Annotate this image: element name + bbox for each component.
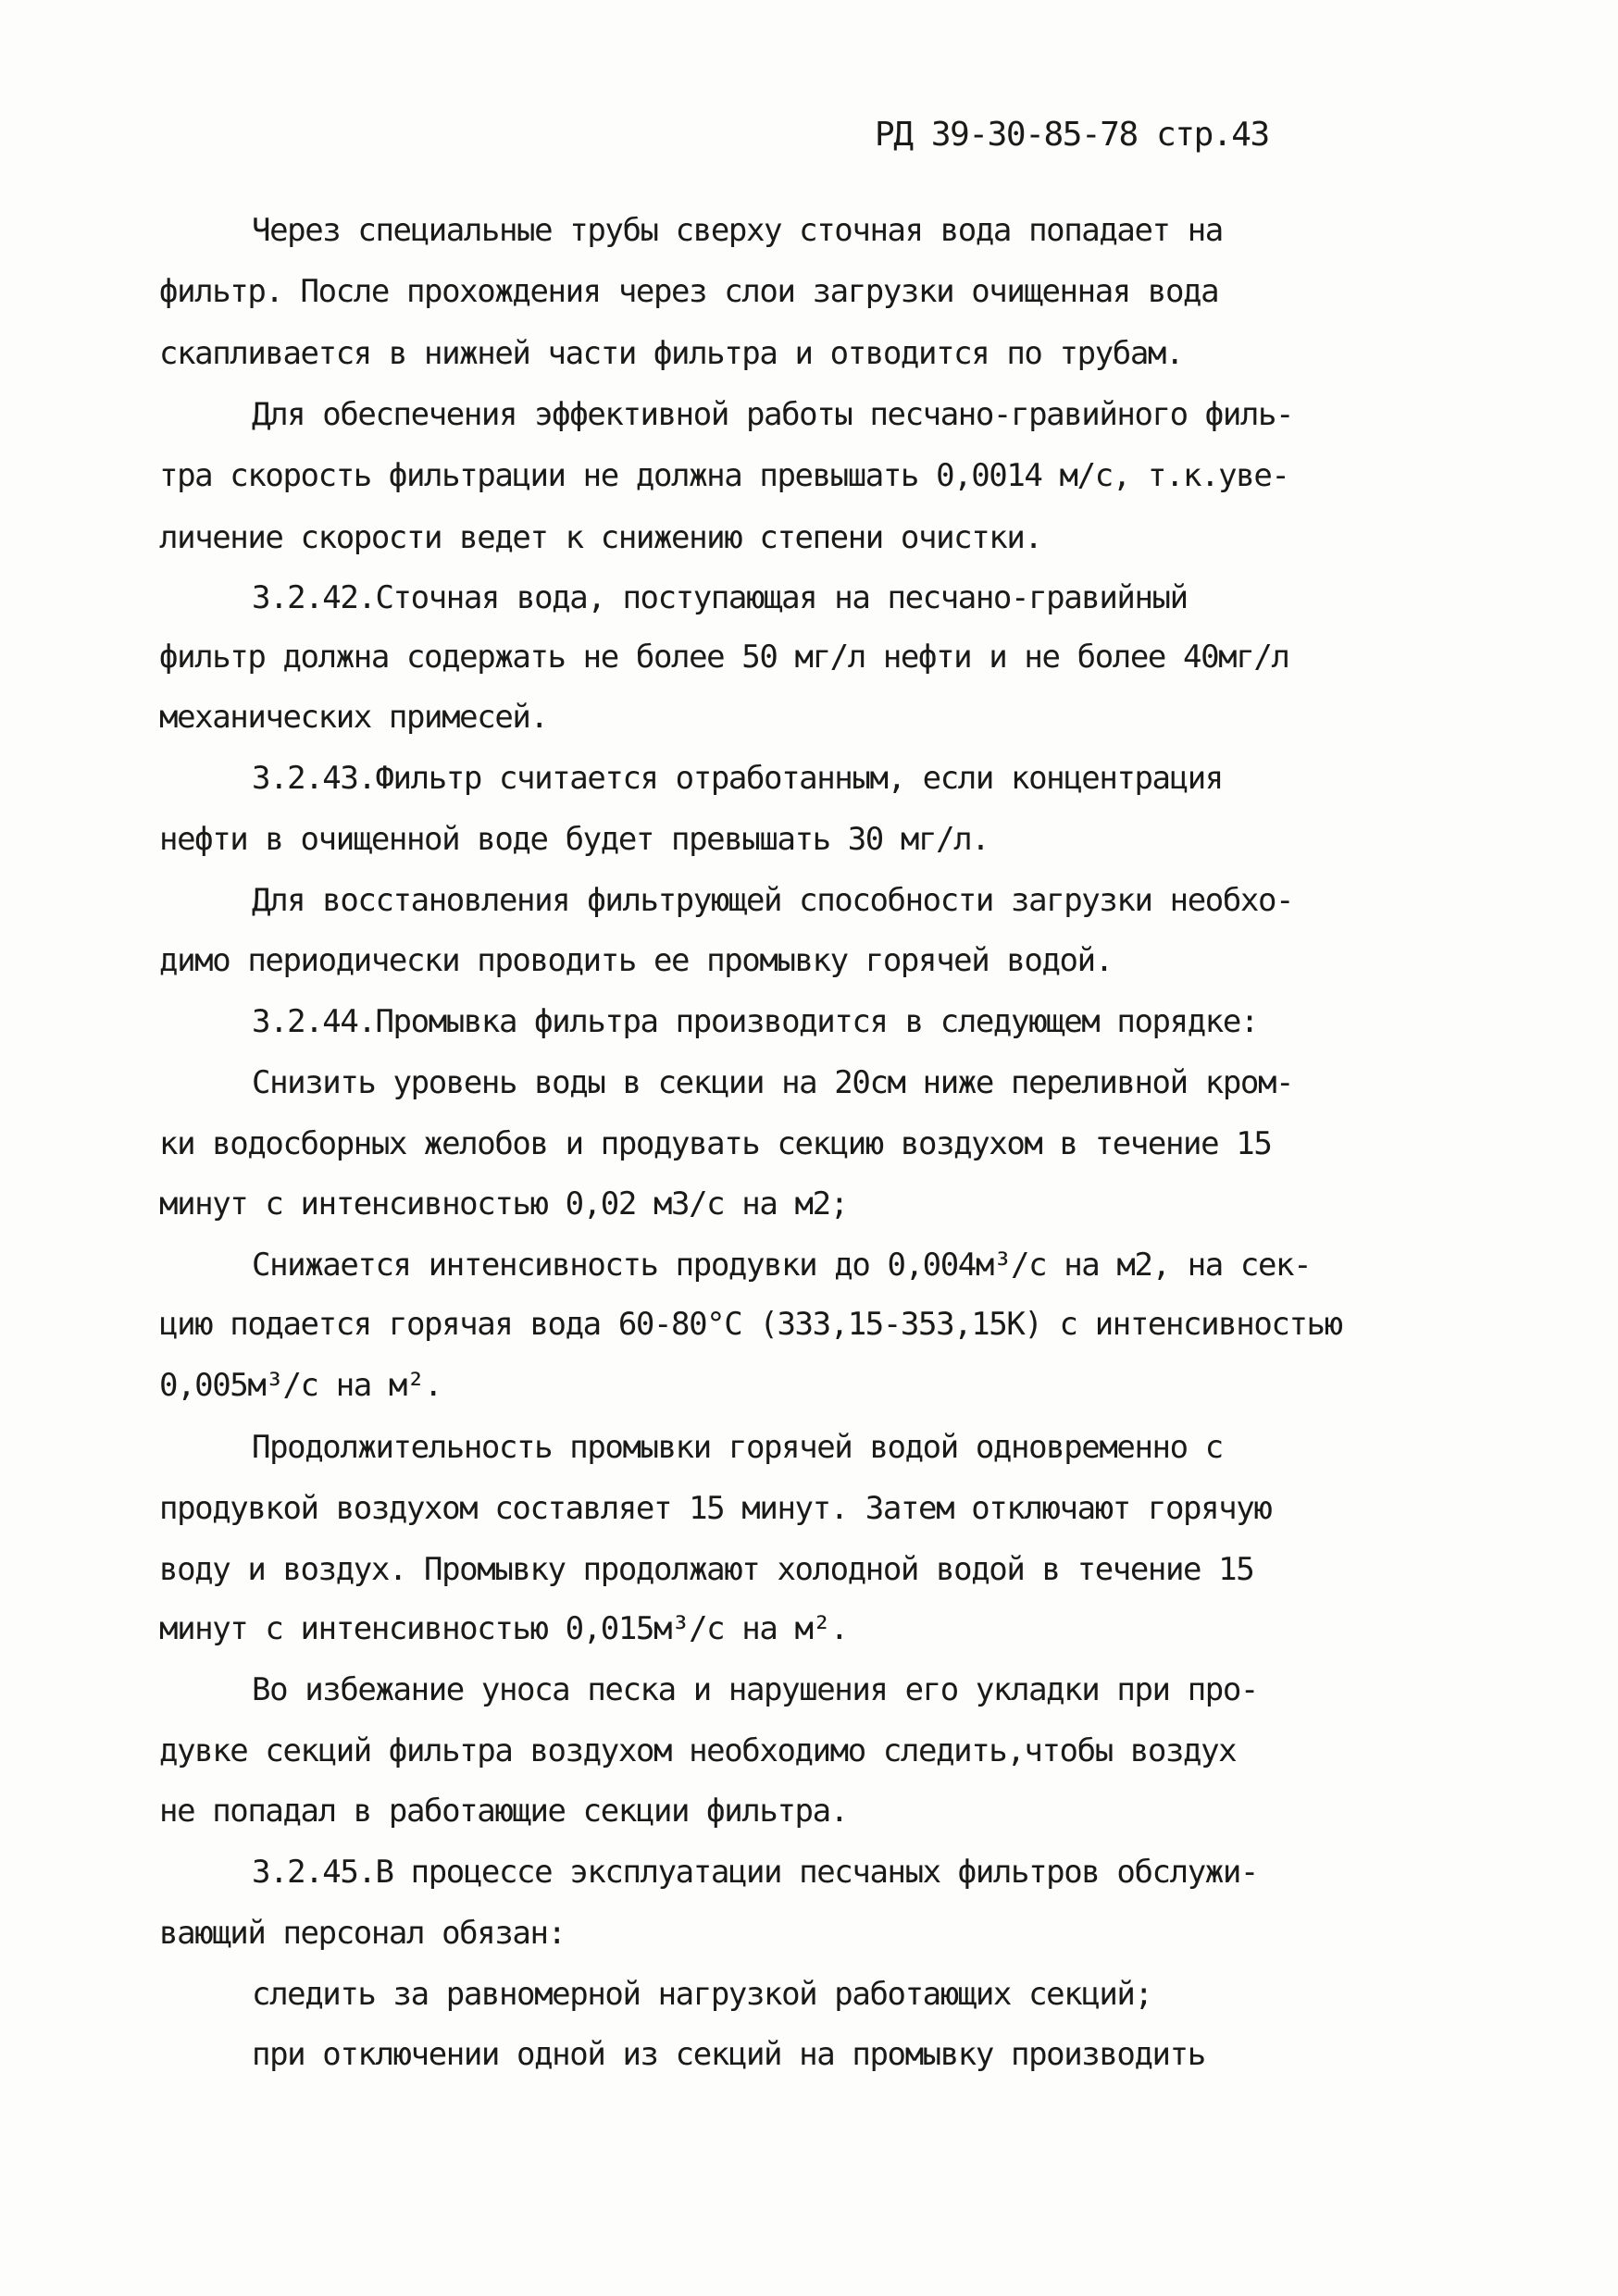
text-line: тра скорость фильтрации не должна превышать 0,0014 м/с, т.к.уве- <box>159 457 1289 494</box>
text-line: Для обеспечения эффективной работы песчано-гравийного филь- <box>252 396 1294 433</box>
text-line: вающий персонал обязан: <box>159 1915 566 1952</box>
text-line: воду и воздух. Промывку продолжают холодной водой в течение 15 <box>159 1551 1254 1588</box>
text-line: 3.2.42.Сточная вода, поступающая на песчано-гравийный <box>252 579 1188 616</box>
text-line: фильтр должна содержать не более 50 мг/л нефти и не более 40мг/л <box>159 639 1289 676</box>
text-line: минут с интенсивностью 0,015м³/с на м². <box>159 1610 848 1647</box>
text-line: Во избежание уноса песка и нарушения его укладки при про- <box>252 1671 1258 1708</box>
text-line: 0,005м³/с на м². <box>159 1367 442 1404</box>
text-line: 3.2.45.В процессе эксплуатации песчаных фильтров обслужи- <box>252 1854 1258 1891</box>
text-line: цию подается горячая вода 60-80°С (333,15-353,15К) с интенсивностью <box>159 1306 1342 1343</box>
text-line: димо периодически проводить ее промывку горячей водой. <box>159 942 1113 979</box>
text-line: ки водосборных желобов и продувать секцию воздухом в течение 15 <box>159 1125 1272 1162</box>
text-line: 3.2.44.Промывка фильтра производится в следующем порядке: <box>252 1003 1258 1040</box>
text-line: дувке секций фильтра воздухом необходимо следить,чтобы воздух <box>159 1732 1237 1769</box>
text-line: не попадал в работающие секции фильтра. <box>159 1793 848 1830</box>
text-line: нефти в очищенной воде будет превышать 30 мг/л. <box>159 821 989 858</box>
page-header: РД 39-30-85-78 стр.43 <box>875 116 1269 154</box>
text-line: скапливается в нижней части фильтра и отводится по трубам. <box>159 335 1184 372</box>
text-line: Продолжительность промывки горячей водой одновременно с <box>252 1429 1223 1466</box>
text-line: Снижается интенсивность продувки до 0,004м³/с на м2, на сек- <box>252 1247 1312 1284</box>
text-line: Через специальные трубы сверху сточная вода попадает на <box>252 212 1223 249</box>
text-line: фильтр. После прохождения через слои загрузки очищенная вода <box>159 273 1219 310</box>
text-line: Снизить уровень воды в секции на 20см ниже переливной кром- <box>252 1064 1294 1101</box>
text-line: следить за равномерной нагрузкой работающих секций; <box>252 1976 1152 2013</box>
text-line: продувкой воздухом составляет 15 минут. Затем отключают горячую <box>159 1490 1272 1527</box>
text-line: при отключении одной из секций на промывку производить <box>252 2036 1205 2073</box>
text-line: личение скорости ведет к снижению степени очистки. <box>159 519 1042 556</box>
text-line: Для восстановления фильтрующей способности загрузки необхо- <box>252 882 1294 919</box>
text-line: минут с интенсивностью 0,02 м3/с на м2; <box>159 1185 848 1222</box>
text-line: механических примесей. <box>159 699 548 736</box>
text-line: 3.2.43.Фильтр считается отработанным, если концентрация <box>252 760 1223 797</box>
